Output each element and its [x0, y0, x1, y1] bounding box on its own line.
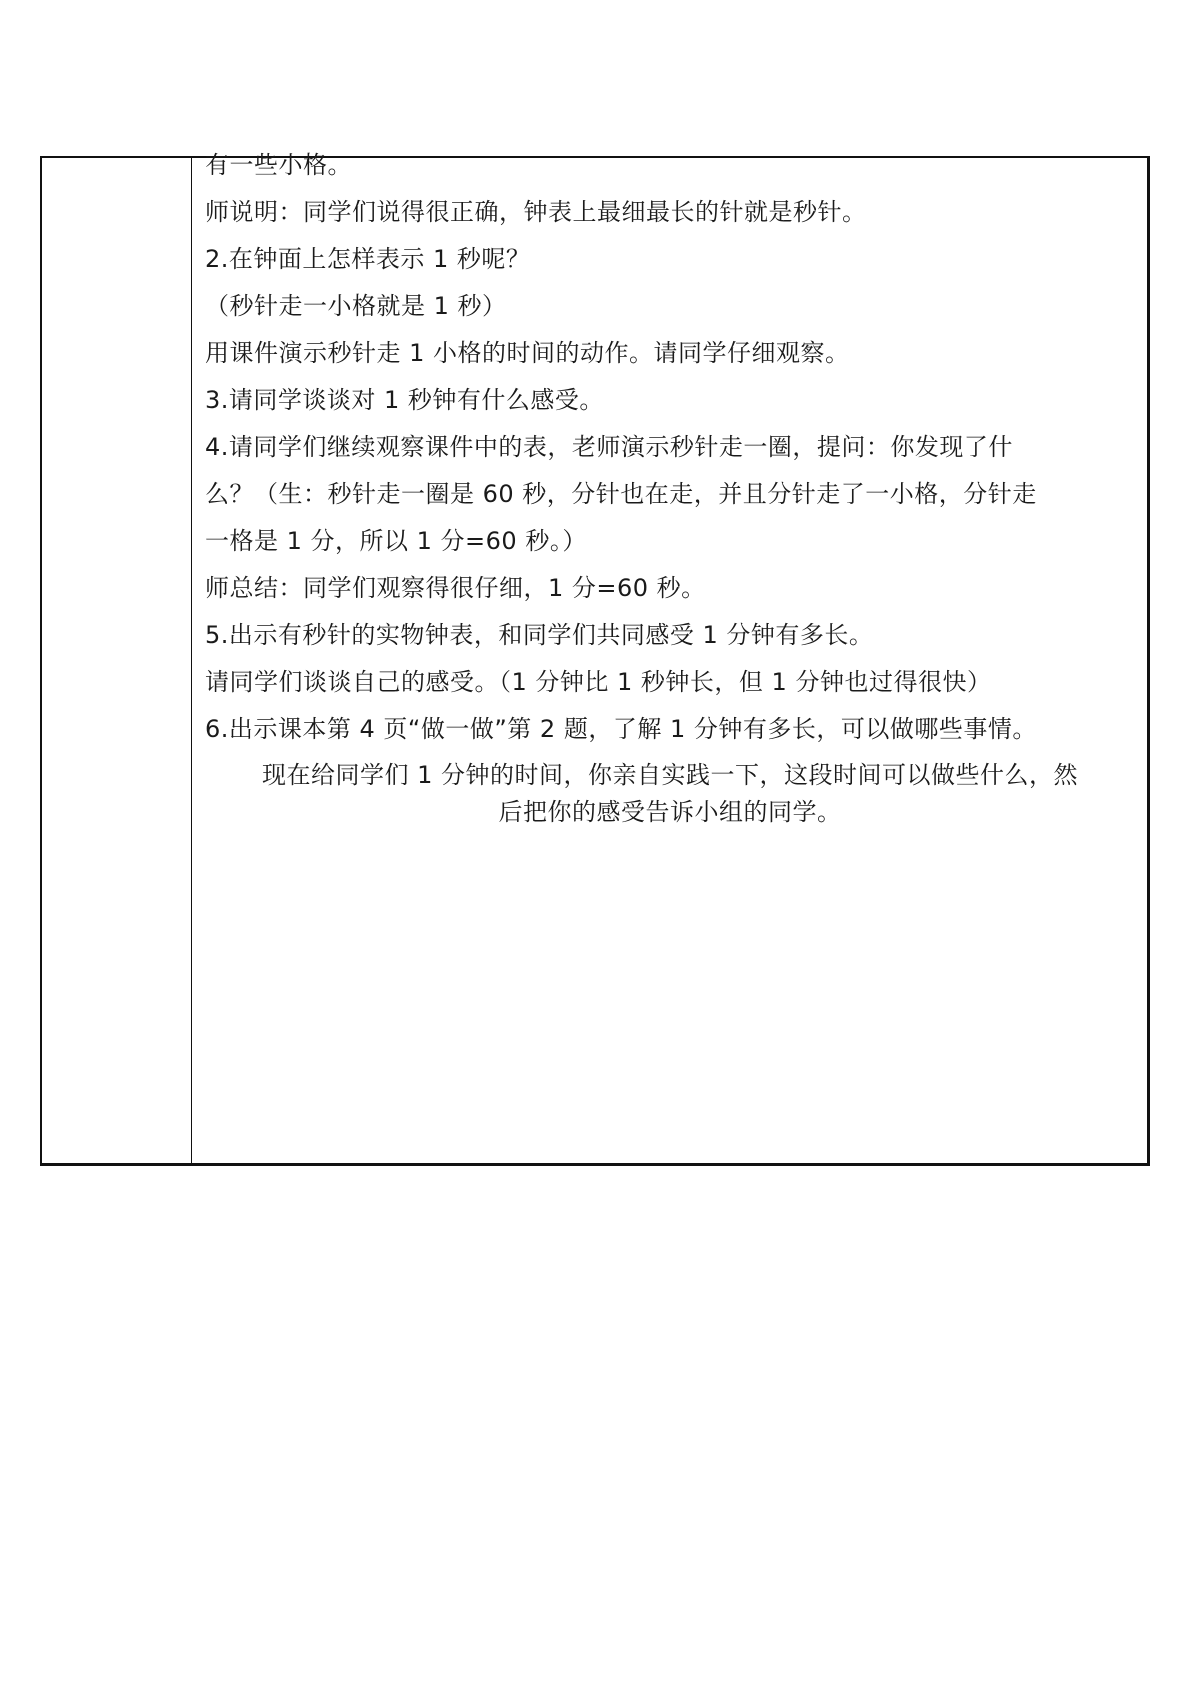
text-line: 请同学们谈谈自己的感受。（1 分钟比 1 秒钟长，但 1 分钟也过得很快）	[205, 668, 992, 696]
text-line: 师说明：同学们说得很正确，钟表上最细最长的针就是秒针。	[205, 198, 867, 226]
text-line: 一格是 1 分，所以 1 分=60 秒。）	[205, 527, 587, 555]
text-line: （秒针走一小格就是 1 秒）	[205, 292, 507, 320]
column-divider	[191, 158, 192, 1163]
text-line: 6.出示课本第 4 页“做一做”第 2 题，了解 1 分钟有多长，可以做哪些事情。	[205, 715, 1037, 743]
final-paragraph	[205, 757, 1135, 831]
text-line: 有一些小格。	[205, 151, 352, 179]
text-line: 么？（生：秒针走一圈是 60 秒，分针也在走，并且分针走了一小格，分针走	[205, 480, 1037, 508]
text-line: 5.出示有秒针的实物钟表，和同学们共同感受 1 分钟有多长。	[205, 621, 874, 649]
text-line: 师总结：同学们观察得很仔细，1 分=60 秒。	[205, 574, 706, 602]
table-content-cell	[205, 151, 1135, 831]
table-left-cell	[42, 158, 191, 1163]
text-line: 4.请同学们继续观察课件中的表，老师演示秒针走一圈，提问：你发现了什	[205, 433, 1013, 461]
lesson-plan-table	[40, 151, 1150, 1166]
text-line: 3.请同学谈谈对 1 秒钟有什么感受。	[205, 386, 604, 414]
text-line: 用课件演示秒针走 1 小格的时间的动作。请同学仔细观察。	[205, 339, 850, 367]
final-paragraph-line: 现在给同学们 1 分钟的时间，你亲自实践一下，这段时间可以做些什么，然	[261, 761, 1079, 789]
text-line: 2.在钟面上怎样表示 1 秒呢？	[205, 245, 531, 273]
final-paragraph-line: 后把你的感受告诉小组的同学。	[498, 798, 842, 826]
